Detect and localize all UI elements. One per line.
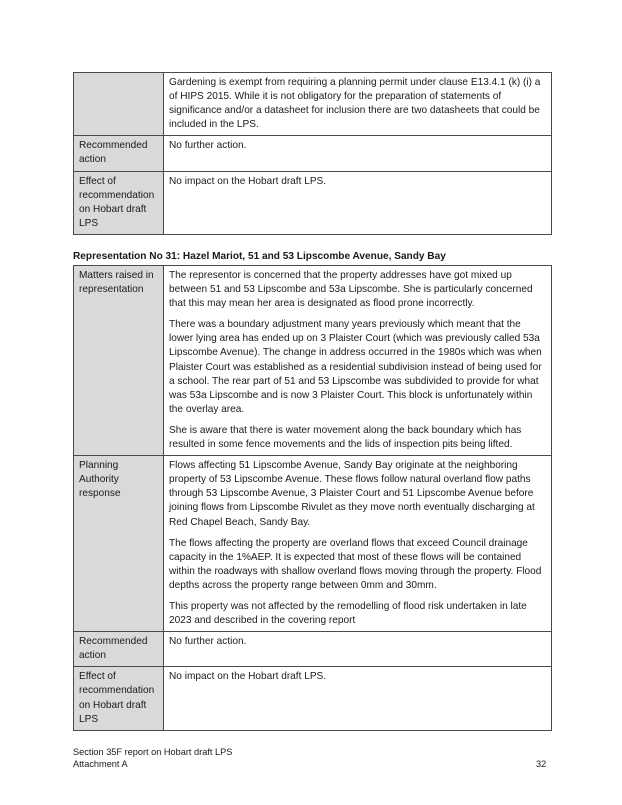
page-number: 32: [536, 759, 547, 769]
row-label: Planning Authority response: [74, 456, 164, 632]
page-footer: [73, 746, 232, 770]
row-content: [164, 136, 552, 171]
row-label: Effect of recommendation on Hobart draft LPS: [74, 667, 164, 730]
row-content: [164, 667, 552, 730]
row-label: Effect of recommendation on Hobart draft LPS: [74, 171, 164, 234]
paragraph: No impact on the Hobart draft LPS.: [169, 175, 327, 187]
row-label: Matters raised in representation: [74, 266, 164, 456]
footer-attachment: Attachment A: [73, 759, 128, 769]
paragraph: Flows affecting 51 Lipscombe Avenue, Sandy Bay originate at the neighboring property of 53 Lipscombe Avenue. These flows follow natural overland flow paths through 53 Lipscombe Avenue, 3 Plaister Court and 51 Lipscombe Avenue before joining flows from Lipscombe Rivulet as they move north eventually discharging at Red Chapel Beach, Sandy Bay.: [169, 460, 535, 528]
paragraph: No further action.: [169, 636, 247, 648]
table-row: [74, 632, 552, 667]
row-content: [164, 171, 552, 234]
table-row: [74, 266, 552, 456]
paragraph: She is aware that there is water movement along the back boundary which has resulted in some fence movements and the lids of inspection pits being lifted.: [169, 424, 522, 451]
paragraph: This property was not affected by the remodelling of flood risk undertaken in late 2023 and described in the covering report: [169, 600, 527, 627]
row-content: [164, 266, 552, 456]
table-gardening-continued: [73, 72, 552, 235]
paragraph: No further action.: [169, 140, 247, 152]
table-row: [74, 136, 552, 171]
paragraph: No impact on the Hobart draft LPS.: [169, 671, 327, 683]
row-label: Recommended action: [74, 632, 164, 667]
row-content: [164, 73, 552, 136]
paragraph: Gardening is exempt from requiring a planning permit under clause E13.4.1 (k) (i) a of HIPS 2015. While it is not obligatory for the preparation of statements of significance and/or a datasheet for inclusion there are two datasheets that could be included in the LPS.: [169, 77, 541, 131]
representation-heading: Representation No 31: Hazel Mariot, 51 and 53 Lipscombe Avenue, Sandy Bay: [73, 251, 446, 262]
table-row: [74, 73, 552, 136]
table-row: [74, 667, 552, 730]
table-representation-31: [73, 265, 552, 731]
table-row: [74, 171, 552, 234]
row-label: Recommended action: [74, 136, 164, 171]
paragraph: The flows affecting the property are overland flows that exceed Council drainage capacity in the 1%AEP. It is expected that most of these flows will be contained within the roadways with shallow overland flows moving through the property. Flood depths across the property range between 0mm and 30mm.: [169, 537, 542, 591]
paragraph: There was a boundary adjustment many years previously which meant that the lower lying area has ended up on 3 Plaister Court (which was previously called 53a Lipscombe Avenue). The change in address occurred in the 1980s which was when Plaister Court was established as a residential subdivision instead of being used for a school. The rear part of 51 and 53 Lipscombe was subdivided to provide for what was 53a Lipscombe and is now 3 Plaister Court. This block is unfortunately within the overlay area.: [169, 319, 542, 415]
row-content: [164, 456, 552, 632]
row-label: [74, 73, 164, 136]
paragraph: The representor is concerned that the property addresses have got mixed up between 51 and 53 Lipscombe and 53a Lipscombe. She is particularly concerned that this may mean her area is designated as flood prone incorrectly.: [169, 270, 533, 310]
table-row: [74, 456, 552, 632]
footer-report-title: Section 35F report on Hobart draft LPS: [73, 747, 233, 757]
row-content: [164, 632, 552, 667]
